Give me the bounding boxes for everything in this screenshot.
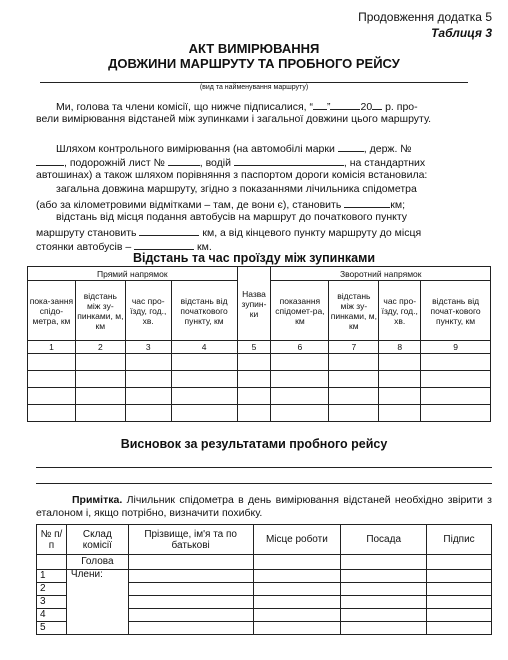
chair-label: Голова bbox=[66, 555, 128, 570]
table-row bbox=[28, 388, 491, 405]
header-full-name: Прізвище, ім'я та по батькові bbox=[128, 525, 253, 555]
table-row bbox=[37, 570, 492, 583]
table-number: Таблиця 3 bbox=[431, 26, 492, 40]
paragraph-4-line-3: стоянки автобусів – км. bbox=[36, 241, 212, 253]
col-number: 3 bbox=[125, 341, 171, 354]
route-caption: (вид та найменування маршруту) bbox=[199, 84, 309, 91]
header-position: Посада bbox=[341, 525, 427, 555]
col-number: 7 bbox=[329, 341, 379, 354]
col-header-8: час про-їзду, год., хв. bbox=[379, 281, 421, 341]
route-name-line bbox=[40, 82, 468, 83]
paragraph-4-line-2: маршруту становить км, а від кінцевого пункту маршруту до місця bbox=[36, 227, 422, 239]
table-row bbox=[37, 555, 492, 570]
col-number: 4 bbox=[171, 341, 237, 354]
row-number: 3 bbox=[37, 596, 67, 609]
paragraph-3-line-2: (або за кілометровими відмітками – там, де вони є), становить км; bbox=[36, 199, 405, 211]
conclusion-line[interactable] bbox=[36, 483, 492, 484]
row-number: 1 bbox=[37, 570, 67, 583]
col-number: 6 bbox=[271, 341, 329, 354]
table-row bbox=[28, 371, 491, 388]
members-label: Члени: bbox=[66, 570, 128, 635]
col-header-9: відстань від почат-кового пункту, км bbox=[421, 281, 491, 341]
paragraph-4-line-1: відстань від місця подання автобусів на маршрут до початкового пункту bbox=[56, 211, 408, 223]
header-workplace: Місце роботи bbox=[253, 525, 341, 555]
col-number: 8 bbox=[379, 341, 421, 354]
col-header-6: показання спідомет-ра, км bbox=[271, 281, 329, 341]
group-forward-direction: Прямий напрямок bbox=[28, 267, 238, 281]
row-number: 4 bbox=[37, 609, 67, 622]
note-paragraph: Примітка. Лічильник спідометра в день вимірювання відстаней необхідно звірити з еталоном і, якщо потрібно, визначити похибку. bbox=[36, 494, 492, 519]
column-number-row bbox=[28, 341, 491, 354]
col-header-2: відстань між зу-пинками, м, км bbox=[75, 281, 125, 341]
conclusion-line[interactable] bbox=[36, 467, 492, 468]
paragraph-1-line-1: Ми, голова та члени комісії, що нижче підписалися, “ ” 20 р. про- bbox=[56, 101, 418, 113]
col-header-3: час про-їзду, год., хв. bbox=[125, 281, 171, 341]
paragraph-1-line-2: вели вимірювання відстаней між зупинками і загальної довжини цього маршруту. bbox=[36, 113, 432, 125]
commission-table bbox=[36, 524, 492, 635]
col-number: 9 bbox=[421, 341, 491, 354]
table-row bbox=[28, 405, 491, 422]
col-header-5: Назва зупин-ки bbox=[237, 267, 271, 341]
group-reverse-direction: Зворотний напрямок bbox=[271, 267, 491, 281]
conclusion-title: Висновок за результатами пробного рейсу bbox=[120, 437, 388, 451]
col-number: 5 bbox=[237, 341, 271, 354]
paragraph-2-line-1: Шляхом контрольного вимірювання (на автомобілі марки , держ. № bbox=[56, 143, 412, 155]
paragraph-3-line-1: загальна довжина маршруту, згідно з показаннями лічильника спідометра bbox=[56, 183, 417, 195]
row-number: 2 bbox=[37, 583, 67, 596]
table-row bbox=[28, 354, 491, 371]
col-header-7: відстань між зу-пинками, м, км bbox=[329, 281, 379, 341]
table1-title: Відстань та час проїзду між зупинками bbox=[132, 251, 376, 265]
header-composition: Склад комісії bbox=[66, 525, 128, 555]
appendix-continuation: Продовження додатка 5 bbox=[358, 10, 492, 24]
document-title: АКТ ВИМІРЮВАННЯ bbox=[188, 41, 320, 56]
header-number: № п/п bbox=[37, 525, 67, 555]
col-number: 2 bbox=[75, 341, 125, 354]
header-signature: Підпис bbox=[427, 525, 492, 555]
col-number: 1 bbox=[28, 341, 76, 354]
row-number: 5 bbox=[37, 622, 67, 635]
col-header-4: відстань від початкового пункту, км bbox=[171, 281, 237, 341]
document-subtitle: ДОВЖИНИ МАРШРУТУ ТА ПРОБНОГО РЕЙСУ bbox=[108, 56, 400, 71]
paragraph-2-line-2: , подорожній лист № , водій , на стандартних bbox=[36, 155, 496, 170]
stops-distance-table bbox=[27, 266, 491, 422]
paragraph-2-line-3: автошинах) а також шляхом порівняння з паспортом дороги комісія встановила: bbox=[36, 169, 428, 181]
col-header-1: пока-зання спідо-метра, км bbox=[28, 281, 76, 341]
